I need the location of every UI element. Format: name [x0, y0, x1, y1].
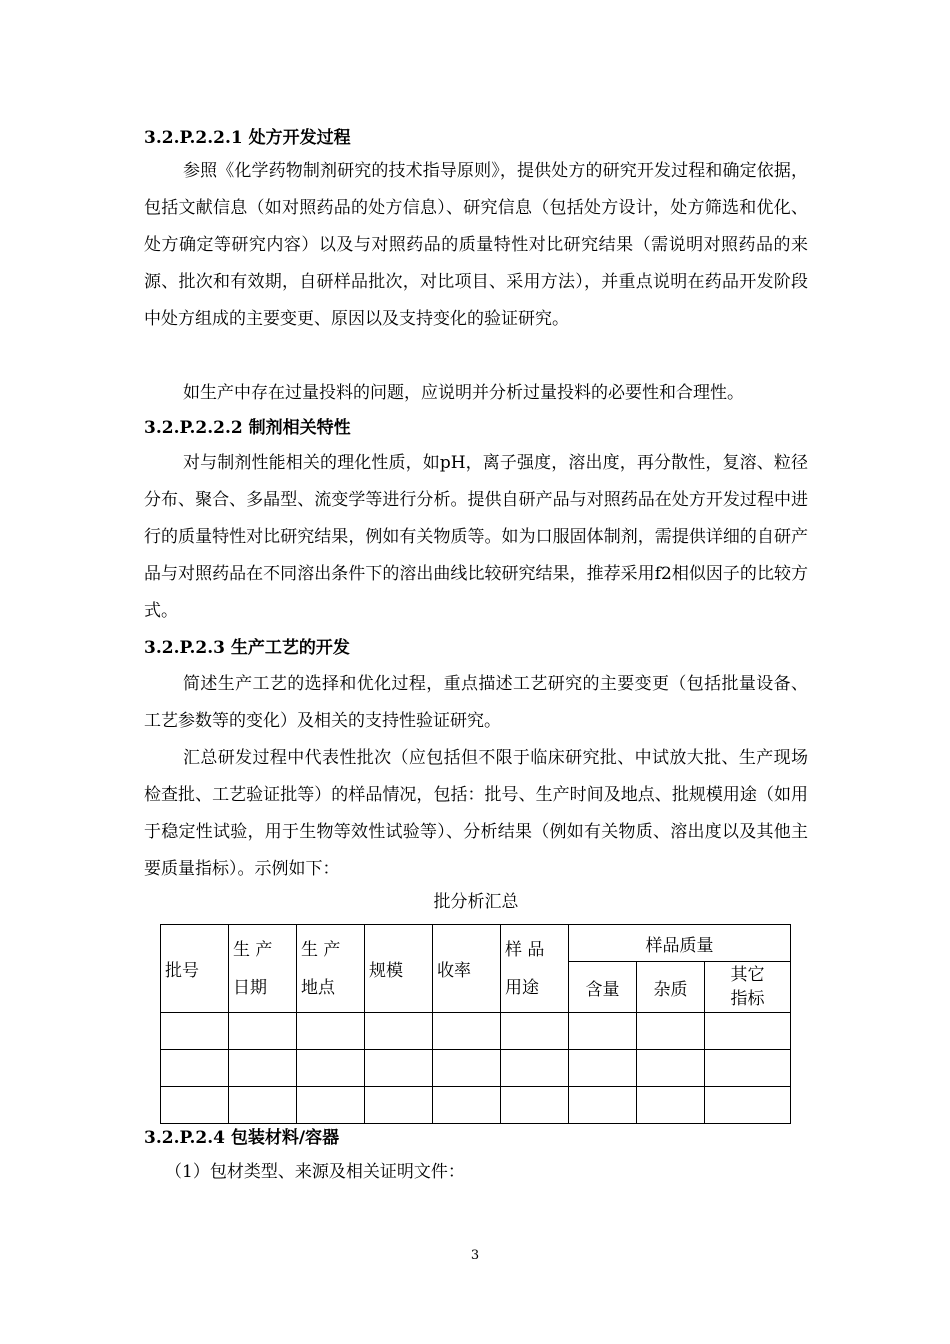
header-other-indicators: 其它 指标	[705, 962, 791, 1013]
section-heading-process-development: 3.2.P.2.3 生产工艺的开发	[144, 638, 350, 658]
paragraph-formulation-properties: 对与制剂性能相关的理化性质，如pH，离子强度，溶出度，再分散性，复溶、粒径分布、聚合、多晶型、流变学等进行分析。提供自研产品与对照药品在处方开发过程中进行的质量特性对比研究结果，例如有关物质等。如为口服固体制剂，需提供详细的自研产品与对照药品在不同溶出条件下的溶出曲线比较研究结果，推荐采用f2相似因子的比较方式。	[144, 453, 808, 621]
table-row	[161, 1013, 791, 1050]
header-content: 含量	[569, 962, 637, 1013]
header-production-date: 生 产 日期	[229, 925, 297, 1013]
list-item-packaging-type: （1）包材类型、来源及相关证明文件：	[165, 1162, 465, 1182]
batch-analysis-table	[160, 924, 791, 1124]
header-batch-number: 批号	[161, 925, 229, 1013]
paragraph-batch-summary: 汇总研发过程中代表性批次（应包括但不限于临床研究批、中试放大批、生产现场检查批、工艺验证批等）的样品情况，包括：批号、生产时间及地点、批规模用途（如用于稳定性试验，用于生物等效性试验等）、分析结果（例如有关物质、溶出度以及其他主要质量指标）。示例如下：	[144, 748, 808, 879]
paragraph-overage: 如生产中存在过量投料的问题，应说明并分析过量投料的必要性和合理性。	[183, 383, 744, 403]
header-sample-use: 样 品 用途	[501, 925, 569, 1013]
header-scale: 规模	[365, 925, 433, 1013]
header-yield: 收率	[433, 925, 501, 1013]
section-heading-formulation-properties: 3.2.P.2.2.2 制剂相关特性	[144, 418, 351, 438]
paragraph-process-development: 简述生产工艺的选择和优化过程，重点描述工艺研究的主要变更（包括批量设备、工艺参数等的变化）及相关的支持性验证研究。	[144, 674, 808, 731]
table-row	[161, 1087, 791, 1124]
header-production-site: 生 产 地点	[297, 925, 365, 1013]
table-row	[161, 1050, 791, 1087]
paragraph-formulation-development: 参照《化学药物制剂研究的技术指导原则》，提供处方的研究开发过程和确定依据，包括文献信息（如对照药品的处方信息）、研究信息（包括处方设计，处方筛选和优化、处方确定等研究内容）以及与对照药品的质量特性对比研究结果（需说明对照药品的来源、批次和有效期，自研样品批次，对比项目、采用方法），并重点说明在药品开发阶段中处方组成的主要变更、原因以及支持变化的验证研究。	[144, 161, 808, 329]
section-heading-formulation-development: 3.2.P.2.2.1 处方开发过程	[144, 128, 351, 148]
header-impurity: 杂质	[637, 962, 705, 1013]
page-number: 3	[470, 1248, 480, 1263]
section-heading-packaging: 3.2.P.2.4 包装材料/容器	[144, 1128, 340, 1148]
table-caption: 批分析汇总	[433, 892, 519, 912]
header-sample-quality: 样品质量	[569, 925, 791, 962]
